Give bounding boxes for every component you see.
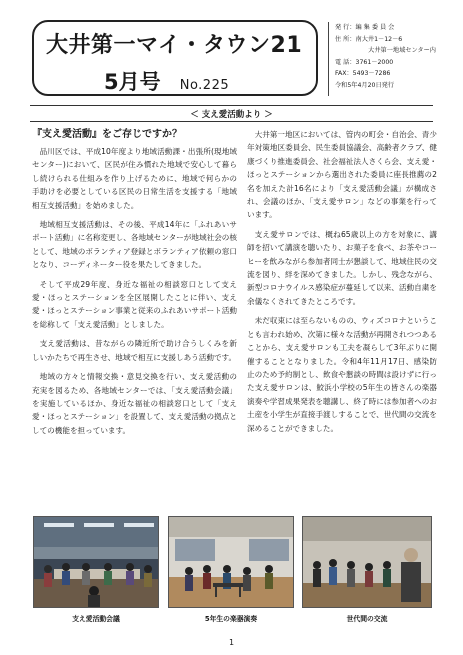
photo-meeting [33,516,159,608]
masthead-box [32,20,318,96]
photo-performance [168,516,294,608]
section-heading: ＜ 支え愛活動より ＞ [190,110,273,120]
left-paragraph-2: 地域相互支援活動は、その後、平成14年に「ふれあいサポート活動」に名称変更し、各地域センターが地域社会の核として、地域のボランティア登録とボランティア依頼の窓口となり、コーディネーター役を果たしてきました。 [32,220,237,270]
address-line: 住 所：南大井1－12－6 [335,35,403,43]
left-paragraph-3: そして平成29年度、身近な福祉の相談窓口として支え愛・ほっとステーションを全区展開したことに伴い、支え愛・ほっとステーション事業と従来のふれあいサポート活動を総称して「支え愛活動」としました。 [32,279,237,329]
meeting-photo-image [34,517,159,608]
fax-line: FAX：5493－7286 [335,70,391,78]
address-line-2: 大井第一地域センター内 [368,47,436,55]
issue-number: No.225 [179,78,230,93]
performance-photo-image [169,517,294,608]
right-paragraph-3: 未だ収束には至らないものの、ウィズコロナということも言われ始め、次第に様々な活動が再開されつつあることから、支え愛サロンも工夫を凝らして3年ぶりに開催することとなりました。令和4年11月17日、感染防止のため予約制とし、飲食や懇談の時間は設けずに行った支え愛サロンは、鮫浜小学校の5年生の皆さんの楽器演奏や学習成果発表を聴講し、終了時には参加者へのお土産を小学生が直接手渡しすることで、世代間の交流を深めることができました。 [247,316,437,433]
left-paragraph-1: 品川区では、平成10年度より地域活動課・出張所(現地域センター)において、区民が住み慣れた地域で安心して暮らし続けられる仕組みを作り上げるために、地域で何らかの手助けを必要としている区民の日常生活を支援する「地域相互支援活動」を始めました。 [32,147,237,210]
divider-bottom [30,121,433,122]
left-paragraph-5: 地域の方々と情報交換・意見交換を行い、支え愛活動の充実を図るため、各地域センターでは、「支え愛活動会議」を実施しているほか、身近な福祉の相談窓口として「支え愛・ほっとステーション」を設置して、支え愛活動の拠点としての機能を担っています。 [32,372,237,435]
exchange-photo-image [303,517,432,608]
page-number: 1 [228,638,235,647]
caption-meeting: 支え愛活動会議 [72,615,120,623]
left-paragraph-4: 支え愛活動は、昔ながらの隣近所で助け合うしくみを新しいかたちで再生させ、地域で相互に支援しあう活動です。 [32,339,237,362]
publisher-line: 発 行：編 集 委 員 会 [335,24,395,31]
article-title: 『支え愛活動』をご存じですか？ [32,129,182,140]
newsletter-title: 大井第一マイ・タウン21 [46,33,303,58]
left-column [32,128,237,443]
tel-line: 電 話：3761－2000 [335,58,394,66]
divider-top [30,105,433,106]
right-paragraph-1: 大井第一地区においては、管内の町会・自治会、青少年対策地区委員会、民生委員協議会、高齢者クラブ、健康づくり推進委員会、社会福祉法人さくら会、支え愛・ほっとステーションから選出された委員に座長推薦の2名を加えた計16名により「支え愛活動会議」が構成され、会議のほか、「支え愛サロン」などの事業を行っています。 [247,130,437,220]
caption-performance: 5年生の楽器演奏 [204,615,258,623]
right-column [247,128,437,441]
right-paragraph-2: 支え愛サロンでは、概ね65歳以上の方を対象に、講師を招いて講演を聴いたり、お菓子を食べ、お茶やコーヒーを飲みながら参加者同士が懇談して、地域住民の交流を図り、絆を深めてきました。しかし、残念ながら、新型コロナウイルス感染症が蔓延して以来、活動自粛を余儀なくされてきたところです。 [247,229,437,306]
publisher-info [328,22,440,96]
photo-exchange [302,516,432,608]
issue-month: 5月号 [104,70,161,94]
issue-date-line: 令和5年4月20日発行 [335,81,395,89]
caption-exchange: 世代間の交流 [346,615,388,623]
issue-line [104,66,229,96]
